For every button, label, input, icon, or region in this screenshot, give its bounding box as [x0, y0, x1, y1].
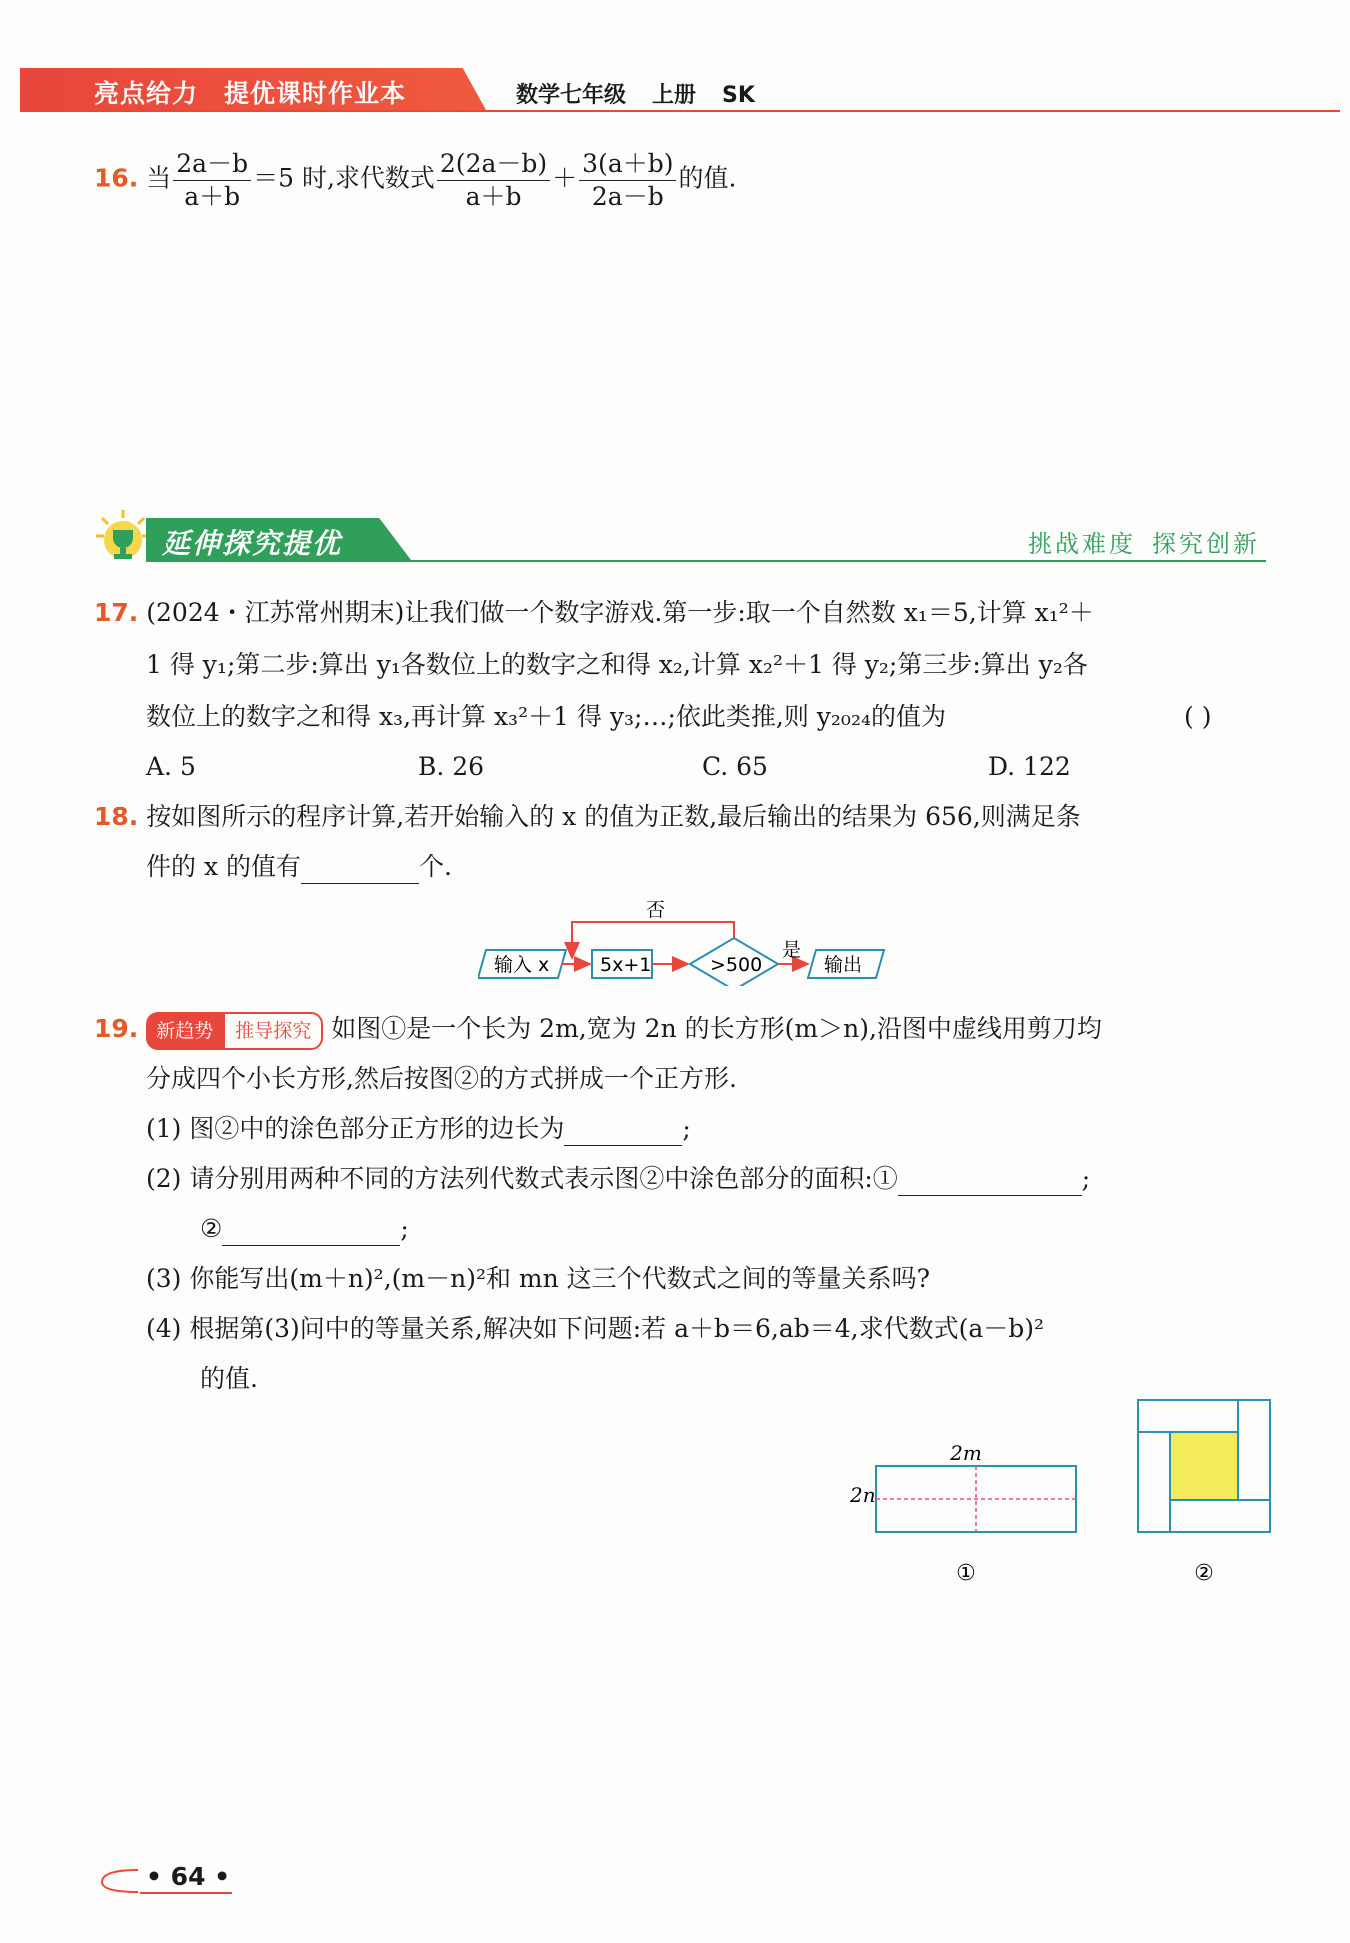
- page-number-rule: [140, 1892, 232, 1894]
- question-number: 19.: [94, 1014, 139, 1043]
- no-label: 否: [646, 899, 666, 921]
- page-number: • 64 •: [146, 1862, 231, 1891]
- option-d: D. 122: [988, 752, 1071, 781]
- fraction-2: $\frac{2(2a-b)}{a+b}$: [437, 150, 550, 210]
- question-17-line-3: 数位上的数字之和得 x₃,再计算 x₃²＋1 得 y₃;…;依此类推,则 y₂₀₂₄的值为: [146, 702, 947, 731]
- question-19-part-1: (1) 图②中的涂色部分正方形的边长为 ;: [146, 1112, 691, 1146]
- figure-1: [846, 1436, 1086, 1586]
- step-label: 5x+1: [600, 954, 652, 976]
- question-16: 16. 当 $\frac{2a-b}{a+b}$ ＝5 时,求代数式 $\frac{2(2a-b)}{a+b}$ ＋ $\frac{3(a+b)}{2a-b}$ 的值.: [94, 149, 737, 211]
- program-flowchart: [478, 896, 888, 986]
- inquiry-tag: 推导探究: [223, 1012, 323, 1050]
- question-number: 18.: [94, 802, 139, 831]
- question-19-line-2: 分成四个小长方形,然后按图②的方式拼成一个正方形.: [146, 1064, 737, 1093]
- output-label: 输出: [824, 954, 863, 976]
- page-ornament: [98, 1866, 142, 1894]
- question-number: 17.: [94, 598, 139, 627]
- answer-paren: ( ): [1184, 702, 1212, 731]
- question-17-line-1: 17. (2024・江苏常州期末)让我们做一个数字游戏.第一步:取一个自然数 x₁＝5,计算 x₁²＋: [94, 598, 1094, 627]
- condition-label: >500: [710, 954, 763, 976]
- input-label: 输入 x: [494, 954, 550, 976]
- figure-1-caption: ①: [956, 1561, 976, 1586]
- question-19-part-2b: ② ;: [200, 1212, 409, 1246]
- trend-tag: 新趋势: [146, 1012, 223, 1050]
- fraction-3: $\frac{3(a+b)}{2a-b}$: [579, 150, 676, 210]
- section-rule: [146, 560, 1266, 562]
- shaded-square: [1170, 1432, 1238, 1500]
- answer-blank[interactable]: [564, 1119, 682, 1146]
- height-label: 2n: [850, 1483, 876, 1507]
- question-number: 16.: [94, 163, 139, 193]
- question-19-line-1: 19. 新趋势 推导探究 如图①是一个长为 2m,宽为 2n 的长方形(m＞n),沿图中虚线用剪刀均: [94, 1012, 1102, 1050]
- question-19-part-2: (2) 请分别用两种不同的方法列代数式表示图②中涂色部分的面积:① ;: [146, 1162, 1090, 1196]
- answer-blank[interactable]: [301, 857, 419, 884]
- header-rule: [20, 110, 1340, 112]
- question-18-line-2: 件的 x 的值有 个.: [146, 850, 452, 884]
- figure-2: [1130, 1398, 1280, 1588]
- option-b: B. 26: [418, 752, 485, 781]
- question-19-part-4: (4) 根据第(3)问中的等量关系,解决如下问题:若 a＋b＝6,ab＝4,求代数式(a－b)²: [146, 1314, 1045, 1343]
- answer-blank[interactable]: [222, 1219, 400, 1246]
- question-19-part-4b: 的值.: [200, 1364, 258, 1393]
- section-subtitle: 挑战难度 探究创新: [1028, 530, 1260, 558]
- fraction-1: $\frac{2a-b}{a+b}$: [173, 150, 251, 210]
- yes-label: 是: [782, 939, 802, 961]
- section-title: 延伸探究提优: [162, 527, 343, 560]
- answer-blank[interactable]: [898, 1169, 1082, 1196]
- trophy-icon: [94, 508, 152, 570]
- option-a: A. 5: [146, 752, 196, 781]
- question-19-part-3: (3) 你能写出(m＋n)²,(m－n)²和 mn 这三个代数式之间的等量关系吗?: [146, 1264, 931, 1293]
- figure-2-caption: ②: [1194, 1561, 1214, 1586]
- question-17-line-2: 1 得 y₁;第二步:算出 y₁各数位上的数字之和得 x₂,计算 x₂²＋1 得 y₂;第三步:算出 y₂各: [146, 650, 1088, 679]
- width-label: 2m: [950, 1441, 982, 1465]
- option-c: C. 65: [702, 752, 768, 781]
- book-brand: 亮点给力 提优课时作业本: [94, 79, 407, 108]
- question-18-line-1: 18. 按如图所示的程序计算,若开始输入的 x 的值为正数,最后输出的结果为 656,则满足条: [94, 802, 1081, 831]
- subject-info: 数学七年级 上册 SK: [516, 83, 755, 108]
